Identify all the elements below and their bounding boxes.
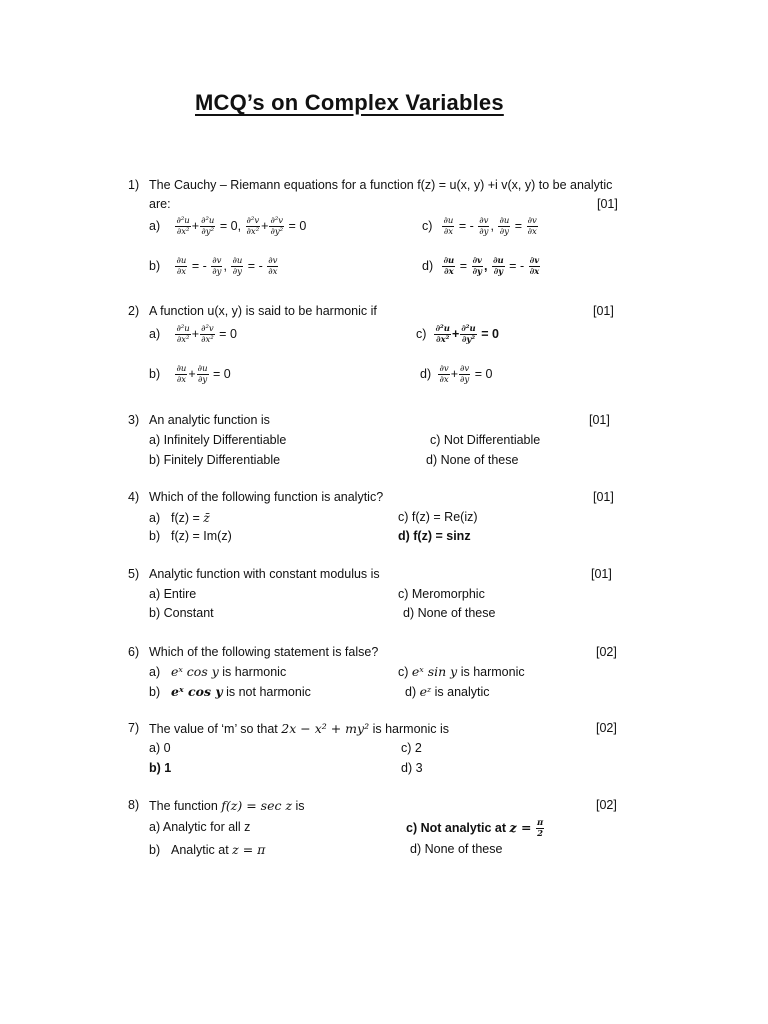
question-stem: Which of the following statement is false?	[149, 645, 379, 659]
question-stem: The Cauchy – Riemann equations for a function f(z) = u(x, y) +i v(x, y) to be analytic	[149, 178, 613, 192]
question-number: 2)	[128, 304, 140, 318]
option-d: d) 3	[401, 761, 423, 775]
option-d: d) None of these	[410, 842, 503, 856]
option-d: d) None of these	[403, 606, 496, 620]
option-d: d) $\frac{\partial v}{\partial x}$ + $\frac{\partial v}{\partial y}$ = 0	[420, 364, 493, 385]
option-b: b) eˣ cos y is not harmonic	[149, 684, 311, 699]
option-b: b) $\frac{\partial u}{\partial x}$ = - $\frac{\partial v}{\partial y}$ , $\frac{\partial u}{\partial y}$ = - $\frac{\partial v}{\partial x}$	[149, 256, 278, 277]
option-c: c) f(z) = Re(iz)	[398, 510, 478, 524]
question-number: 3)	[128, 413, 140, 427]
question-marks: [01]	[593, 490, 614, 504]
option-d: d) eᶻ is analytic	[405, 684, 490, 699]
option-c: c) $\frac{\text{∂²u}}{\text{∂x²}}$ + $\frac{\text{∂²u}}{\text{∂y²}}$ = 0	[416, 324, 499, 345]
question-number: 4)	[128, 490, 140, 504]
question-marks: [01]	[597, 197, 618, 211]
option-a: a) 0	[149, 741, 171, 755]
question-stem: Which of the following function is analytic?	[149, 490, 384, 504]
question-stem: Analytic function with constant modulus is	[149, 567, 380, 581]
option-a: a) $\frac{\text{∂²u}}{\text{∂x²}}$ + $\frac{\text{∂²u}}{\text{∂y²}}$ = 0, $\frac{\text{∂²v}}{\text{∂x²}}$ + $\frac{\text{∂²v}}{\text{∂y²}}$ = 0	[149, 216, 307, 237]
option-c: c) Not analytic at z = $\frac{\pi}{2}$	[406, 818, 544, 839]
question-stem-cont: are:	[149, 197, 171, 211]
option-b: b) Finitely Differentiable	[149, 453, 281, 467]
question-stem: The function f(z) = sec z is	[149, 798, 305, 813]
option-c: c) eˣ sin y is harmonic	[398, 664, 525, 679]
option-c: c) Not Differentiable	[430, 433, 541, 447]
option-d: d) f(z) = sinz	[398, 529, 471, 543]
option-b: b) Analytic at z = π	[149, 842, 266, 857]
option-b: b) Constant	[149, 606, 214, 620]
question-marks: [01]	[593, 304, 614, 318]
option-a: a) $\frac{\text{∂²u}}{\text{∂x²}}$ + $\frac{\text{∂²v}}{\text{∂x²}}$ = 0	[149, 324, 237, 345]
option-b: b) 1	[149, 761, 172, 775]
option-b: b) $\frac{\partial u}{\partial x}$ + $\frac{\partial u}{\partial y}$ = 0	[149, 364, 231, 385]
question-stem: An analytic function is	[149, 413, 270, 427]
option-d: d) None of these	[426, 453, 519, 467]
option-c: c) Meromorphic	[398, 587, 485, 601]
question-stem: The value of ‘m’ so that 2x − x² + my² is harmonic is	[149, 721, 450, 736]
question-stem: A function u(x, y) is said to be harmonic if	[149, 304, 377, 318]
question-marks: [01]	[589, 413, 610, 427]
question-number: 6)	[128, 645, 140, 659]
option-c: c) $\frac{\partial u}{\partial x}$ = - $\frac{\partial v}{\partial y}$ , $\frac{\partial u}{\partial y}$ = $\frac{\partial v}{\partial x}$	[422, 216, 537, 237]
page-title: MCQ’s on Complex Variables	[195, 90, 504, 115]
question-number: 8)	[128, 798, 140, 812]
option-a: a) Infinitely Differentiable	[149, 433, 287, 447]
question-marks: [02]	[596, 721, 617, 735]
option-c: c) 2	[401, 741, 422, 755]
question-number: 1)	[128, 178, 140, 192]
question-number: 5)	[128, 567, 140, 581]
option-d: d) $\frac{\partial u}{\partial x}$ = $\frac{\partial v}{\partial y}$ , $\frac{\partial u}{\partial y}$ = - $\frac{\partial v}{\partial x}$	[422, 256, 540, 277]
question-number: 7)	[128, 721, 140, 735]
question-marks: [02]	[596, 798, 617, 812]
option-a: a) eˣ cos y is harmonic	[149, 664, 287, 679]
option-a: a) f(z) = z̄	[149, 510, 210, 525]
option-a: a) Analytic for all z	[149, 820, 251, 834]
option-b: b) f(z) = Im(z)	[149, 529, 232, 543]
option-a: a) Entire	[149, 587, 197, 601]
question-marks: [02]	[596, 645, 617, 659]
question-marks: [01]	[591, 567, 612, 581]
